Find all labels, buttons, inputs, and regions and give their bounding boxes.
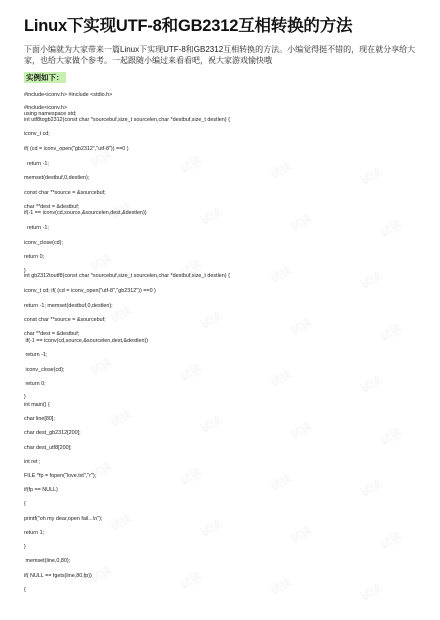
code-line: char dest_gb2312[200]; bbox=[24, 430, 81, 436]
watermark-text: 试读 bbox=[378, 530, 405, 552]
watermark-text: 试读 bbox=[88, 148, 115, 170]
watermark-text: 试读 bbox=[198, 518, 225, 540]
watermark-text: 试读 bbox=[198, 206, 225, 228]
code-line: iconv_close(cd); bbox=[24, 367, 65, 373]
watermark-text: 试读 bbox=[178, 466, 205, 488]
code-line: if(-1 == iconv(cd,source,&sourcelen,dest,&destlen)) bbox=[24, 338, 149, 344]
example-label: 实例如下： bbox=[26, 73, 64, 82]
watermark-text: 试读 bbox=[198, 414, 225, 436]
code-line: if(-1 == iconv(cd,source,&sourcelen,dest,&destlen)) bbox=[24, 210, 147, 216]
code-line: int gb2312toutf8(const char *sourcebuf,size_t sourcelen,char *destbuf,size_t destlen) { bbox=[24, 273, 230, 279]
code-line: if( NULL == fgets(line,80,fp)) bbox=[24, 573, 92, 579]
watermark-text: 试读 bbox=[288, 524, 315, 546]
watermark-text: 试读 bbox=[178, 154, 205, 176]
watermark-text: 试读 bbox=[108, 512, 135, 534]
watermark-text: 试读 bbox=[268, 576, 295, 598]
code-line: { bbox=[24, 587, 26, 593]
watermark-text: 试读 bbox=[358, 478, 385, 500]
watermark-text: 试读 bbox=[88, 564, 115, 586]
watermark-text: 试读 bbox=[288, 316, 315, 338]
watermark-text: 试读 bbox=[268, 368, 295, 390]
watermark-text: 试读 bbox=[358, 582, 385, 604]
watermark-text: 试读 bbox=[108, 200, 135, 222]
watermark-text: 试读 bbox=[358, 374, 385, 396]
watermark-text: 试读 bbox=[378, 426, 405, 448]
watermark-text: 试读 bbox=[268, 264, 295, 286]
code-line: #include<iconv.h> bbox=[24, 105, 68, 111]
watermark-text: 试读 bbox=[178, 570, 205, 592]
code-line: iconv_t cd; bbox=[24, 131, 50, 137]
code-line: iconv_t cd; if( (cd = iconv_open("utf-8","gb2312")) ==0 ) bbox=[24, 288, 156, 294]
document-title: Linux下实现UTF-8和GB2312互相转换的方法 bbox=[24, 17, 353, 35]
code-line: return -1; bbox=[24, 352, 48, 358]
code-line: int main() { bbox=[24, 402, 50, 408]
code-line: return 0; bbox=[24, 254, 45, 260]
intro-paragraph: 下面小编就为大家带来一篇Linux下实现UTF-8和GB2312互相转换的方法。小编觉得挺不错的，现在就分享给大家，也给大家做个参考。一起跟随小编过来看看吧，祝大家游戏愉快哦 bbox=[24, 45, 416, 65]
code-line: char line[80]; bbox=[24, 416, 55, 422]
code-line: if(fp == NULL) bbox=[24, 487, 58, 493]
watermark-text: 试读 bbox=[378, 322, 405, 344]
code-line: } bbox=[24, 394, 26, 400]
code-line: char dest_utf8[200]; bbox=[24, 445, 72, 451]
code-line: using namespace std; bbox=[24, 111, 77, 117]
watermark-text: 试读 bbox=[268, 160, 295, 182]
watermark-text: 试读 bbox=[268, 472, 295, 494]
code-line: #include<iconv.h> #include <stdio.h> bbox=[24, 92, 113, 98]
code-line: iconv_close(cd); bbox=[24, 240, 63, 246]
code-line: if( (cd = iconv_open("gb2312","utf-8")) ==0 ) bbox=[24, 146, 129, 152]
code-line: char **dest = &destbuf; bbox=[24, 331, 80, 337]
code-line: FILE *fp = fopen("love.txt","r"); bbox=[24, 473, 97, 479]
watermark-text: 试读 bbox=[108, 304, 135, 326]
code-line: } bbox=[24, 544, 26, 550]
watermark-text: 试读 bbox=[88, 356, 115, 378]
watermark-text: 试读 bbox=[378, 218, 405, 240]
watermark-text: 试读 bbox=[108, 408, 135, 430]
watermark-text: 试读 bbox=[178, 362, 205, 384]
code-line: { bbox=[24, 501, 26, 507]
code-line: return 1; bbox=[24, 530, 45, 536]
watermark-text: 试读 bbox=[358, 166, 385, 188]
watermark-text: 试读 bbox=[88, 460, 115, 482]
watermark-text: 试读 bbox=[288, 212, 315, 234]
code-line: printf("oh my dear,open fail...\n"); bbox=[24, 516, 103, 522]
watermark-text: 试读 bbox=[358, 270, 385, 292]
code-line: return -1; bbox=[24, 225, 49, 231]
code-line: const char **source = &sourcebuf; bbox=[24, 317, 106, 323]
code-line: return -1; memset(destbuf,0,destlen); bbox=[24, 303, 113, 309]
code-line: char **dest = &destbuf; bbox=[24, 204, 80, 210]
watermark-text: 试读 bbox=[288, 420, 315, 442]
code-line: return -1; bbox=[24, 161, 49, 167]
code-line: const char **source = &sourcebuf; bbox=[24, 190, 106, 196]
code-line: int utf8togb2312(const char *sourcebuf,size_t sourcelen,char *destbuf,size_t destlen) { bbox=[24, 117, 230, 123]
watermark-text: 试读 bbox=[178, 258, 205, 280]
code-line: } bbox=[24, 268, 26, 274]
watermark-text: 试读 bbox=[198, 310, 225, 332]
code-line: int ret ; bbox=[24, 459, 41, 465]
code-line: memset(line,0,80); bbox=[24, 558, 71, 564]
code-line: memset(destbuf,0,destlen); bbox=[24, 175, 90, 181]
code-line: return 0; bbox=[24, 381, 46, 387]
watermark-text: 试读 bbox=[88, 252, 115, 274]
